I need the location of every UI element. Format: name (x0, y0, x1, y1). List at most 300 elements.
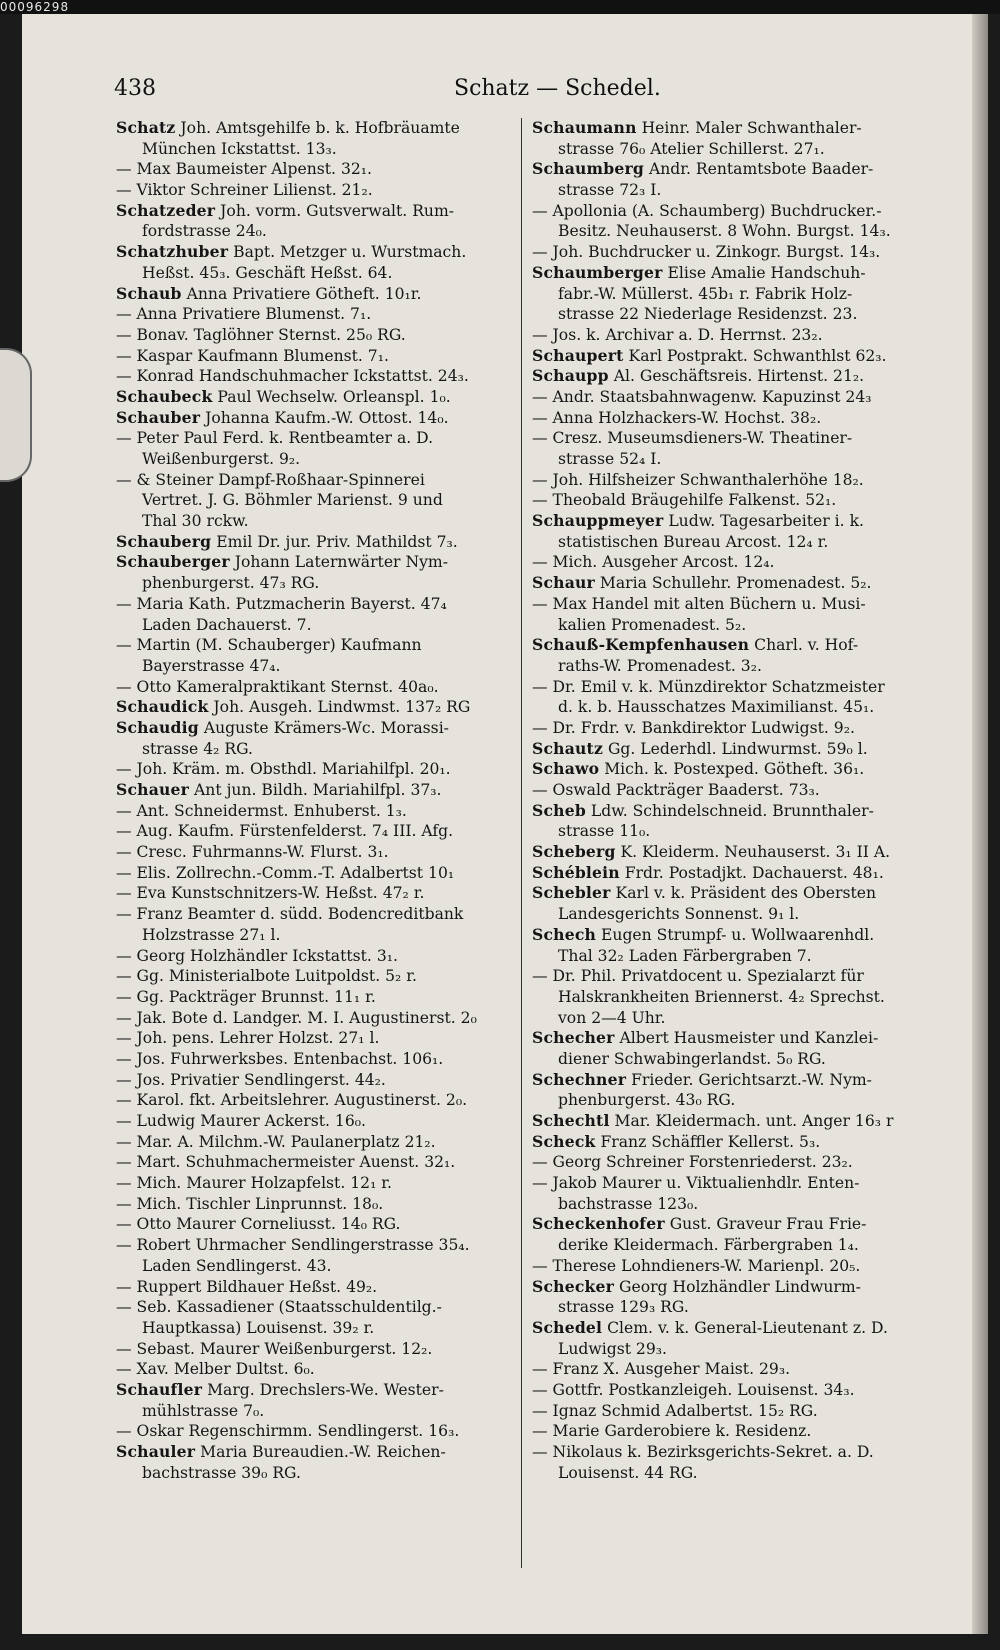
entry-surname: Schecker (532, 1276, 615, 1296)
entry-text: — Marie Garderobiere k. Residenz. (532, 1422, 812, 1441)
directory-entry-line (116, 1421, 520, 1442)
directory-entry-line (532, 739, 936, 760)
entry-text: Frdr. Postadjkt. Dachauerst. 48₁. (619, 863, 884, 882)
directory-entry-line (116, 449, 520, 470)
directory-entry-line (532, 904, 936, 925)
entry-surname: Schautz (532, 738, 603, 758)
directory-entry-line (116, 904, 520, 925)
directory-entry-line (532, 1049, 936, 1070)
scan-border-top (0, 0, 1000, 14)
entry-text: Ludwigst 29₃. (558, 1339, 667, 1358)
entry-text: strasse 52₄ I. (558, 450, 662, 468)
entry-surname: Schaupp (532, 366, 609, 386)
entry-surname: Schecher (532, 1028, 615, 1048)
entry-surname: Schechner (532, 1069, 627, 1089)
entry-text: Ludw. Tagesarbeiter i. k. (663, 512, 864, 531)
entry-text: Vertret. J. G. Böhmler Marienst. 9 und (142, 491, 443, 510)
entry-text: Mich. k. Postexped. Götheft. 36₁. (599, 760, 865, 779)
entry-text: Auguste Krämers-Wc. Morassi- (198, 718, 449, 737)
directory-entry-line (116, 366, 520, 387)
entry-text: Thal 32₂ Laden Färbergraben 7. (558, 946, 812, 965)
directory-entry-line (116, 242, 520, 263)
entry-text: — Peter Paul Ferd. k. Rentbeamter a. D. (116, 429, 434, 448)
entry-text: — Dr. Phil. Privatdocent u. Spezialarzt für (532, 967, 864, 986)
directory-entry-line (532, 366, 936, 387)
entry-surname: Scheberg (532, 842, 616, 862)
entry-surname: Scheck (532, 1131, 596, 1151)
entry-text: — Mich. Tischler Linprunnst. 18₀. (116, 1194, 384, 1213)
directory-entry-line (116, 821, 520, 842)
entry-surname: Schéblein (532, 862, 620, 882)
directory-entry-line (116, 1132, 520, 1153)
directory-entry-line (116, 1339, 520, 1360)
directory-entry-line (532, 552, 936, 573)
entry-text: Charl. v. Hof- (749, 636, 859, 655)
directory-entry-line (116, 1194, 520, 1215)
entry-text: Johanna Kaufm.-W. Ottost. 14₀. (200, 408, 449, 427)
directory-entry-line (116, 801, 520, 822)
entry-text: statistischen Bureau Arcost. 12₄ r. (558, 532, 829, 551)
directory-entry-line (532, 139, 936, 160)
entry-text: Ldw. Schindelschneid. Brunnthaler- (585, 801, 874, 820)
entry-text: Louisenst. 44 RG. (558, 1463, 698, 1482)
directory-entry-line (116, 470, 520, 491)
directory-entry-line (532, 490, 936, 511)
entry-surname: Schech (532, 924, 597, 944)
entry-surname: Schauber (116, 407, 201, 427)
directory-entry-line (116, 1028, 520, 1049)
entry-text: — Jos. Fuhrwerksbes. Entenbachst. 106₁. (116, 1049, 444, 1068)
directory-entry-line (532, 470, 936, 491)
running-head: Schatz — Schedel. (454, 76, 661, 101)
directory-entry-line (116, 1235, 520, 1256)
entry-text: Laden Sendlingerst. 43. (142, 1256, 332, 1275)
entry-text: — Kaspar Kaufmann Blumenst. 7₁. (116, 346, 389, 365)
entry-surname: Schawo (532, 759, 600, 779)
directory-entry-line (116, 1256, 520, 1277)
directory-entry-line (532, 387, 936, 408)
entry-text: — Eva Kunstschnitzers-W. Heßst. 47₂ r. (116, 884, 425, 903)
directory-entry-line (532, 1008, 936, 1029)
directory-entry-line (532, 1028, 936, 1049)
directory-entry-line (116, 221, 520, 242)
directory-entry-line (116, 428, 520, 449)
directory-entry-line (116, 1049, 520, 1070)
entry-text: Weißenburgerst. 9₂. (142, 450, 301, 468)
entry-surname: Schaudig (116, 717, 199, 737)
entry-surname: Schaubeck (116, 386, 213, 406)
entry-text: — Cresz. Museumsdieners-W. Theatiner- (532, 429, 853, 448)
directory-entry-line (116, 573, 520, 594)
entry-text: — Robert Uhrmacher Sendlingerstrasse 35₄. (116, 1236, 470, 1255)
entry-text: — Konrad Handschuhmacher Ickstattst. 24₃. (116, 367, 469, 386)
directory-entry-line (532, 1277, 936, 1298)
directory-entry-line (532, 1421, 936, 1442)
entry-text: — Jakob Maurer u. Viktualienhdlr. Enten- (532, 1174, 860, 1193)
column-divider (521, 118, 522, 1568)
entry-text: — Anna Privatiere Blumenst. 7₁. (116, 305, 372, 324)
entry-text: — Maria Kath. Putzmacherin Bayerst. 47₄ (116, 594, 447, 613)
directory-entry-line (532, 615, 936, 636)
directory-entry-line (116, 615, 520, 636)
directory-entry-line (116, 1070, 520, 1091)
directory-entry-line (532, 304, 936, 325)
entry-surname: Schauler (116, 1442, 196, 1461)
entry-text: Franz Schäffler Kellerst. 5₃. (595, 1132, 821, 1151)
entry-text: — Oskar Regenschirmm. Sendlingerst. 16₃. (116, 1422, 460, 1441)
directory-entry-line (532, 159, 936, 180)
directory-entry-line (532, 1442, 936, 1463)
directory-entry-line (532, 118, 936, 139)
entry-text: — Theobald Bräugehilfe Falkenst. 52₁. (532, 491, 837, 510)
entry-text: — Aug. Kaufm. Fürstenfelderst. 7₄ III. Afg. (116, 822, 454, 841)
directory-entry-line (116, 552, 520, 573)
entry-text: Karl v. k. Präsident des Obersten (610, 884, 876, 903)
directory-entry-line (532, 780, 936, 801)
entry-text: mühlstrasse 7₀. (142, 1401, 265, 1420)
directory-entry-line (116, 718, 520, 739)
directory-entry-line (532, 511, 936, 532)
directory-entry-line (116, 1318, 520, 1339)
entry-text: — Oswald Packträger Baaderst. 73₃. (532, 781, 820, 799)
directory-entry-line (532, 1463, 936, 1484)
directory-entry-line (116, 1277, 520, 1298)
directory-entry-line (116, 1359, 520, 1380)
directory-entry-line (532, 821, 936, 842)
directory-entry-line (532, 1318, 936, 1339)
scan-label: 00096298 (0, 0, 70, 14)
entry-text: Eugen Strumpf- u. Wollwaarenhdl. (596, 925, 875, 944)
directory-entry-line (116, 532, 520, 553)
page-number: 438 (114, 76, 156, 101)
page-edge (972, 14, 988, 1634)
directory-entry-line (532, 346, 936, 367)
entry-surname: Schaub (116, 283, 182, 303)
entry-text: phenburgerst. 47₃ RG. (142, 574, 320, 593)
directory-entry-line (116, 1008, 520, 1029)
entry-text: bachstrasse 39₀ RG. (142, 1463, 301, 1482)
entry-text: strasse 72₃ I. (558, 181, 662, 200)
directory-entry-line (532, 966, 936, 987)
directory-entry-line (532, 201, 936, 222)
directory-entry-line (532, 1297, 936, 1318)
entry-text: Joh. vorm. Gutsverwalt. Rum- (215, 201, 455, 220)
entry-text: d. k. b. Hausschatzes Maximilianst. 45₁. (558, 698, 875, 717)
entry-text: strasse 4₂ RG. (142, 739, 253, 758)
entry-text: — Jos. k. Archivar a. D. Herrnst. 23₂. (532, 325, 823, 344)
entry-text: Johann Laternwärter Nym- (229, 553, 448, 572)
directory-entry-line (532, 284, 936, 305)
entry-text: — Ruppert Bildhauer Heßst. 49₂. (116, 1277, 378, 1296)
entry-surname: Scheb (532, 800, 586, 820)
entry-text: — Gg. Packträger Brunnst. 11₁ r. (116, 987, 376, 1006)
entry-text: — Apollonia (A. Schaumberg) Buchdrucker.- (532, 201, 882, 220)
directory-entry-line (532, 1339, 936, 1360)
directory-entry-line (116, 1380, 520, 1401)
entry-text: Gg. Lederhdl. Lindwurmst. 59₀ l. (603, 739, 868, 758)
entry-text: Albert Hausmeister und Kanzlei- (614, 1029, 879, 1048)
entry-text: — Seb. Kassadiener (Staatsschuldentilg.- (116, 1298, 442, 1317)
entry-text: — Xav. Melber Dultst. 6₀. (116, 1360, 315, 1379)
entry-text: — Bonav. Taglöhner Sternst. 25₀ RG. (116, 325, 406, 344)
entry-text: — Ignaz Schmid Adalbertst. 15₂ RG. (532, 1401, 818, 1420)
entry-text: München Ickstattst. 13₃. (142, 139, 337, 158)
directory-entry-line (116, 966, 520, 987)
directory-entry-line (532, 925, 936, 946)
entry-text: — Otto Maurer Corneliusst. 14₀ RG. (116, 1215, 401, 1234)
directory-entry-line (116, 1214, 520, 1235)
entry-surname: Schatzeder (116, 200, 216, 220)
entry-text: Emil Dr. jur. Priv. Mathildst 7₃. (211, 532, 458, 551)
directory-entry-line (532, 1256, 936, 1277)
entry-text: — Joh. Buchdrucker u. Zinkogr. Burgst. 14₃. (532, 243, 881, 262)
directory-entry-line (116, 263, 520, 284)
entry-text: — Mart. Schuhmachermeister Auenst. 32₁. (116, 1153, 456, 1172)
entry-text: — Cresc. Fuhrmanns-W. Flurst. 3₁. (116, 843, 389, 862)
entry-text: — Joh. Hilfsheizer Schwanthalerhöhe 18₂. (532, 470, 864, 489)
entry-text: Halskrankheiten Briennerst. 4₂ Sprechst. (558, 987, 885, 1006)
entry-surname: Schauberger (116, 552, 230, 572)
entry-text: — Anna Holzhackers-W. Hochst. 38₂. (532, 408, 822, 427)
entry-surname: Schaumberger (532, 262, 663, 282)
directory-entry-line (532, 1132, 936, 1153)
directory-entry-line (116, 946, 520, 967)
entry-text: — Jos. Privatier Sendlingerst. 44₂. (116, 1070, 386, 1089)
directory-entry-line (532, 1152, 936, 1173)
entry-surname: Schaufler (116, 1379, 203, 1399)
left-column (116, 118, 520, 1483)
entry-surname: Schedel (532, 1317, 603, 1337)
directory-entry-line (532, 594, 936, 615)
entry-surname: Schaur (532, 573, 595, 593)
directory-entry-line (532, 1173, 936, 1194)
entry-text: — Joh. Kräm. m. Obsthdl. Mariahilfpl. 20₁. (116, 760, 451, 779)
directory-entry-line (116, 408, 520, 429)
entry-text: — Nikolaus k. Bezirksgerichts-Sekret. a. D. (532, 1443, 874, 1461)
directory-entry-line (532, 532, 936, 553)
directory-entry-line (116, 118, 520, 139)
entry-text: — Ludwig Maurer Ackerst. 16₀. (116, 1112, 366, 1130)
entry-text: — Gg. Ministerialbote Luitpoldst. 5₂ r. (116, 967, 417, 986)
entry-text: Joh. Ausgeh. Lindwmst. 137₂ RG (208, 698, 471, 717)
entry-text: Holzstrasse 27₁ l. (142, 925, 281, 944)
entry-text: — Georg Schreiner Forstenriederst. 23₂. (532, 1153, 853, 1172)
entry-text: — Joh. pens. Lehrer Holzst. 27₁ l. (116, 1029, 380, 1048)
directory-entry-line (116, 1173, 520, 1194)
entry-text: — Max Handel mit alten Büchern u. Musi- (532, 594, 866, 613)
directory-entry-line (116, 1111, 520, 1132)
directory-entry-line (532, 1380, 936, 1401)
entry-text: — Franz Beamter d. südd. Bodencreditbank (116, 905, 464, 924)
directory-entry-line (532, 1111, 936, 1132)
entry-text: — Viktor Schreiner Lilienst. 21₂. (116, 181, 373, 200)
entry-text: von 2—4 Uhr. (558, 1008, 666, 1027)
directory-entry-line (116, 387, 520, 408)
entry-surname: Schaumann (532, 118, 637, 137)
directory-entry-line (532, 697, 936, 718)
entry-text: Frieder. Gerichtsarzt.-W. Nym- (626, 1070, 872, 1089)
directory-entry-line (116, 304, 520, 325)
directory-entry-line (532, 1235, 936, 1256)
directory-entry-line (532, 1090, 936, 1111)
directory-entry-line (116, 883, 520, 904)
directory-entry-line (532, 842, 936, 863)
directory-entry-line (116, 201, 520, 222)
entry-surname: Schauer (116, 780, 190, 799)
entry-surname: Schauberg (116, 531, 212, 551)
entry-text: Heinr. Maler Schwanthaler- (636, 119, 862, 137)
directory-entry-line (116, 759, 520, 780)
entry-text: K. Kleiderm. Neuhauserst. 3₁ II A. (615, 843, 891, 862)
directory-entry-line (116, 325, 520, 346)
directory-entry-line (532, 408, 936, 429)
directory-entry-line (116, 1463, 520, 1484)
directory-entry-line (532, 883, 936, 904)
entry-text: — Elis. Zollrechn.-Comm.-T. Adalbertst 10₁ (116, 863, 455, 882)
directory-entry-line (532, 863, 936, 884)
entry-text: — Georg Holzhändler Ickstattst. 3₁. (116, 946, 398, 965)
entry-text: — & Steiner Dampf-Roßhaar-Spinnerei (116, 470, 425, 489)
directory-entry-line (532, 242, 936, 263)
entry-surname: Schaupert (532, 345, 624, 365)
entry-text: — Franz X. Ausgeher Maist. 29₃. (532, 1360, 791, 1379)
entry-text: — Otto Kameralpraktikant Sternst. 40a₀. (116, 677, 439, 696)
entry-text: — Dr. Frdr. v. Bankdirektor Ludwigst. 9₂. (532, 718, 855, 737)
entry-text: Gust. Graveur Frau Frie- (664, 1215, 867, 1234)
directory-entry-line (116, 180, 520, 201)
entry-text: Mar. Kleidermach. unt. Anger 16₃ r (609, 1112, 894, 1130)
entry-text: Georg Holzhändler Lindwurm- (614, 1277, 861, 1296)
directory-entry-line (532, 325, 936, 346)
entry-surname: Schatzhuber (116, 242, 229, 262)
entry-text: — Mich. Ausgeher Arcost. 12₄. (532, 553, 775, 572)
directory-entry-line (532, 677, 936, 698)
entry-surname: Schaumberg (532, 159, 644, 179)
directory-entry-line (116, 346, 520, 367)
entry-text: Maria Schullehr. Promenadest. 5₂. (594, 574, 872, 593)
directory-entry-line (116, 987, 520, 1008)
entry-text: Marg. Drechslers-We. Wester- (202, 1380, 444, 1399)
directory-entry-line (532, 180, 936, 201)
entry-text: Clem. v. k. General-Lieutenant z. D. (602, 1318, 888, 1337)
directory-entry-line (116, 511, 520, 532)
directory-entry-line (532, 573, 936, 594)
entry-text: — Ant. Schneidermst. Enhuberst. 1₃. (116, 801, 407, 820)
page-header (114, 76, 964, 106)
entry-text: Elise Amalie Handschuh- (662, 263, 866, 282)
directory-entry-line (116, 159, 520, 180)
right-column (532, 118, 936, 1483)
entry-text: kalien Promenadest. 5₂. (558, 615, 747, 634)
entry-text: Anna Privatiere Götheft. 10₁r. (181, 284, 422, 303)
directory-entry-line (532, 1194, 936, 1215)
directory-entry-line (532, 1401, 936, 1422)
directory-entry-line (532, 801, 936, 822)
entry-text: phenburgerst. 43₀ RG. (558, 1091, 736, 1110)
directory-entry-line (116, 1152, 520, 1173)
directory-entry-line (532, 718, 936, 739)
entry-text: Thal 30 rckw. (142, 512, 249, 531)
directory-entry-line (116, 842, 520, 863)
entry-text: Landesgerichts Sonnenst. 9₁ l. (558, 905, 800, 924)
entry-text: fordstrasse 24₀. (142, 222, 267, 241)
entry-surname: Scheckenhofer (532, 1214, 665, 1234)
entry-text: — Mar. A. Milchm.-W. Paulanerplatz 21₂. (116, 1132, 436, 1151)
directory-entry-line (532, 1070, 936, 1091)
entry-text: Andr. Rentamtsbote Baader- (643, 160, 874, 179)
entry-text: raths-W. Promenadest. 3₂. (558, 656, 762, 675)
directory-entry-line (116, 780, 520, 801)
directory-entry-line (532, 1359, 936, 1380)
directory-entry-line (116, 1442, 520, 1463)
directory-entry-line (116, 863, 520, 884)
entry-text: — Gottfr. Postkanzleigeh. Louisenst. 34₃. (532, 1380, 855, 1399)
directory-entry-line (116, 1090, 520, 1111)
entry-text: strasse 76₀ Atelier Schillerst. 27₁. (558, 139, 825, 158)
entry-surname: Schaudick (116, 697, 209, 717)
directory-entry-line (532, 635, 936, 656)
entry-text: bachstrasse 123₀. (558, 1194, 699, 1213)
directory-entry-line (532, 987, 936, 1008)
directory-entry-line (116, 697, 520, 718)
entry-text: strasse 22 Niederlage Residenzst. 23. (558, 305, 858, 324)
directory-entry-line (532, 946, 936, 967)
entry-text: — Therese Lohndieners-W. Marienpl. 20₅. (532, 1256, 861, 1275)
entry-text: strasse 11₀. (558, 822, 651, 841)
directory-entry-line (532, 449, 936, 470)
directory-entry-line (116, 594, 520, 615)
directory-entry-line (116, 139, 520, 160)
directory-entry-line (532, 263, 936, 284)
entry-surname: Schauppmeyer (532, 511, 664, 531)
directory-entry-line (116, 1297, 520, 1318)
directory-entry-line (116, 925, 520, 946)
entry-text: Maria Bureaudien.-W. Reichen- (195, 1443, 446, 1461)
entry-text: Heßst. 45₃. Geschäft Heßst. 64. (142, 263, 393, 282)
entry-surname: Schauß-Kempfenhausen (532, 635, 750, 655)
entry-text: — Andr. Staatsbahnwagenw. Kapuzinst 24₃ (532, 387, 872, 406)
entry-text: fabr.-W. Müllerst. 45b₁ r. Fabrik Holz- (558, 284, 853, 303)
entry-text: diener Schwabingerlandst. 5₀ RG. (558, 1049, 826, 1068)
directory-entry-line (532, 656, 936, 677)
directory-entry-line (116, 284, 520, 305)
entry-text: — Mich. Maurer Holzapfelst. 12₁ r. (116, 1174, 392, 1193)
entry-surname: Schatz (116, 118, 176, 137)
directory-entry-line (532, 221, 936, 242)
entry-text: Laden Dachauerst. 7. (142, 615, 312, 634)
directory-entry-line (532, 1214, 936, 1235)
entry-text: derike Kleidermach. Färbergraben 1₄. (558, 1236, 859, 1255)
entry-surname: Schebler (532, 883, 611, 903)
entry-text: strasse 129₃ RG. (558, 1298, 689, 1317)
entry-text: Bayerstrasse 47₄. (142, 656, 281, 675)
entry-text: — Karol. fkt. Arbeitslehrer. Augustinerst. 2₀. (116, 1091, 468, 1110)
entry-text: Hauptkassa) Louisenst. 39₂ r. (142, 1318, 375, 1337)
entry-text: Ant jun. Bildh. Mariahilfpl. 37₃. (189, 781, 442, 799)
entry-text: — Martin (M. Schauberger) Kaufmann (116, 636, 422, 655)
entry-text: — Max Baumeister Alpenst. 32₁. (116, 160, 373, 179)
clip-tab (0, 348, 32, 482)
directory-entry-line (532, 428, 936, 449)
directory-entry-line (532, 759, 936, 780)
directory-entry-line (116, 739, 520, 760)
entry-text: — Jak. Bote d. Landger. M. I. Augustinerst. 2₀ (116, 1008, 477, 1027)
entry-text: Paul Wechselw. Orleanspl. 1₀. (212, 387, 451, 406)
entry-text: Al. Geschäftsreis. Hirtenst. 21₂. (608, 367, 865, 386)
directory-entry-line (116, 656, 520, 677)
entry-text: Besitz. Neuhauserst. 8 Wohn. Burgst. 14₃. (558, 222, 891, 241)
entry-text: — Sebast. Maurer Weißenburgerst. 12₂. (116, 1339, 433, 1358)
